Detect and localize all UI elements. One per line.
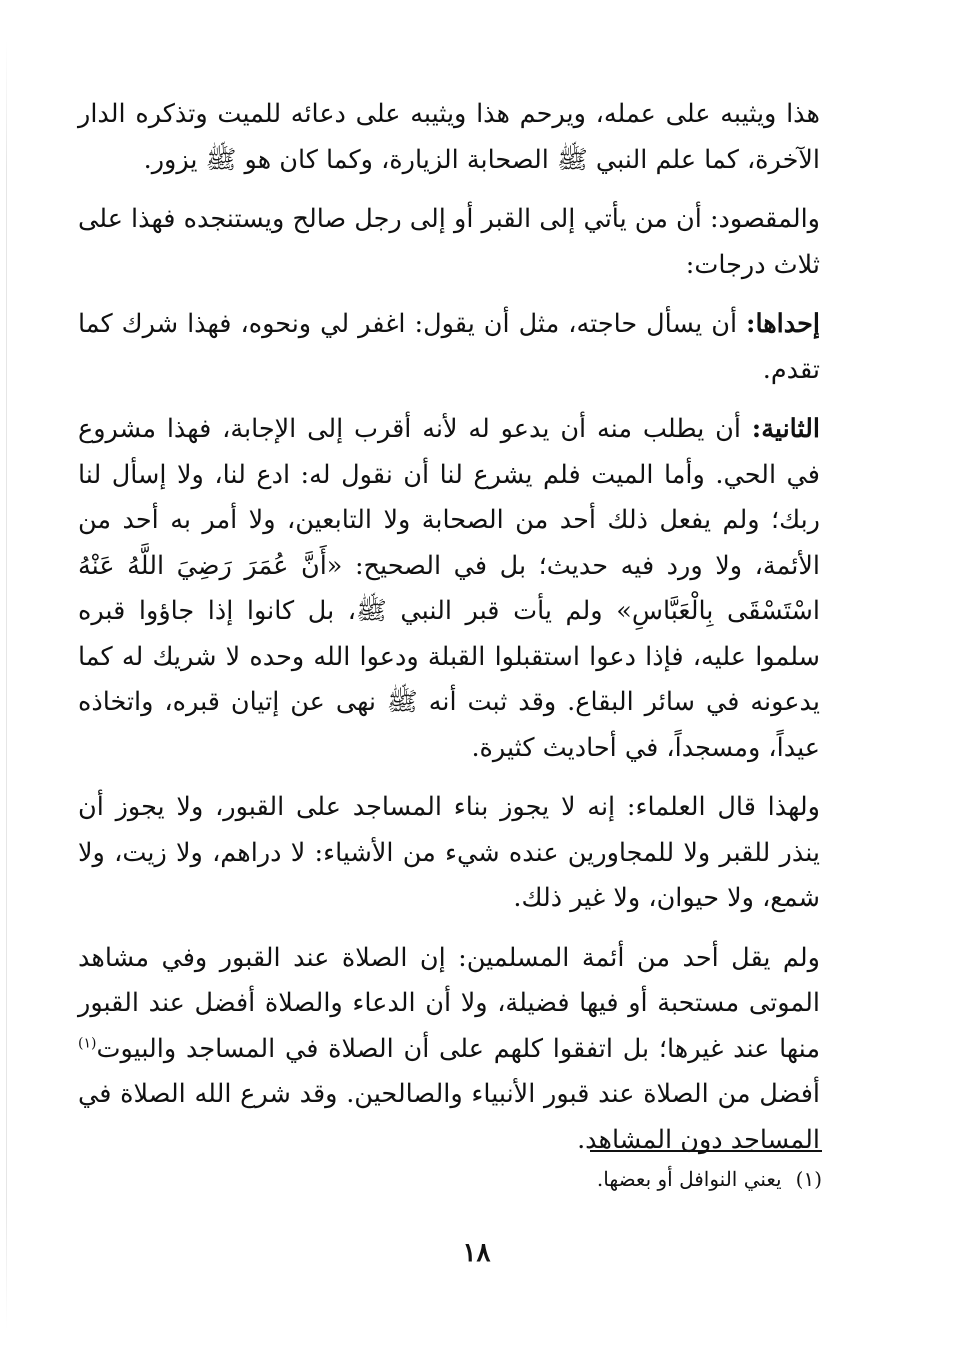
footnote-text: يعني النوافل أو بعضها. xyxy=(596,1167,782,1191)
paragraph-2 xyxy=(78,197,820,288)
paragraph-3-text: أن يسأل حاجته، مثل أن يقول: اغفر لي ونحوه، فهذا شرك كما تقدم. xyxy=(78,309,820,385)
paragraph-4 xyxy=(78,407,820,771)
paragraph-6-text-before: ولم يقل أحد من أئمة المسلمين: إن الصلاة عند القبور وفي مشاهد الموتى مستحبة أو فيها فضيلة، ولا أن الدعاء والصلاة أفضل عند القبور منها عند غيرها؛ بل اتفقوا كلهم على أن الصلاة في المساجد والبيوت xyxy=(78,942,820,1064)
paragraph-3-lead: إحداها: xyxy=(746,309,820,339)
paragraph-3 xyxy=(78,302,820,393)
paragraph-6 xyxy=(78,936,820,1164)
footnote-divider xyxy=(590,1150,822,1152)
paragraph-1 xyxy=(78,92,820,183)
paragraph-4-text: أن يطلب منه أن يدعو له لأنه أقرب إلى الإجابة، فهذا مشروع في الحي. وأما الميت فلم يشرع لنا أن نقول له: ادع لنا، ولا إسأل لنا ربك؛ ولم يفعل ذلك أحد من الصحابة ولا التابعين، ولا أمر به أحد من الأئمة، ولا ورد فيه حديث؛ بل في الصحيح: «أَنَّ عُمَرَ رَضِيَ اللَّهُ عَنْهُ اسْتَسْقَى بِالْعَبَّاسِ» ولم يأت قبر النبي ﷺ، بل كانوا إذا جاؤوا قبره سلموا عليه، فإذا دعوا استقبلوا القبلة ودعوا الله وحده لا شريك له كما يدعونه في سائر البقاع. وقد ثبت أنه ﷺ نهى عن إتيان قبره، واتخاذه عيداً، ومسجداً، في أحاديث كثيرة. xyxy=(78,414,820,763)
paragraph-6-text-after: أفضل من الصلاة عند قبور الأنبياء والصالحين. وقد شرع الله الصلاة في المساجد دون المشاهد. xyxy=(78,1079,820,1155)
scan-edge-shadow xyxy=(6,40,7,1330)
footnote xyxy=(322,1162,822,1196)
footnote-reference[interactable]: (١) xyxy=(78,1035,97,1051)
page-number: ١٨ xyxy=(462,1238,491,1268)
page-body xyxy=(78,92,820,1177)
paragraph-1-text: هذا ويثيبه على عمله، ويرحم هذا ويثيبه على دعائه للميت وتذكره الدار الآخرة، كما علم النبي ﷺ الصحابة الزيارة، وكما كان هو ﷺ يزور. xyxy=(78,99,820,175)
paragraph-4-lead: الثانية: xyxy=(751,414,820,444)
paragraph-5 xyxy=(78,785,820,922)
paragraph-5-text: ولهذا قال العلماء: إنه لا يجوز بناء المساجد على القبور، ولا يجوز أن ينذر للقبر ولا للمجاورين عنده شيء من الأشياء: لا دراهم، ولا زيت، ولا شمع، ولا حيوان، ولا غير ذلك. xyxy=(78,792,820,913)
footnote-number: (١) xyxy=(795,1167,822,1191)
paragraph-2-text: والمقصود: أن من يأتي إلى القبر أو إلى رجل صالح ويستنجده فهذا على ثلاث درجات: xyxy=(78,204,820,280)
